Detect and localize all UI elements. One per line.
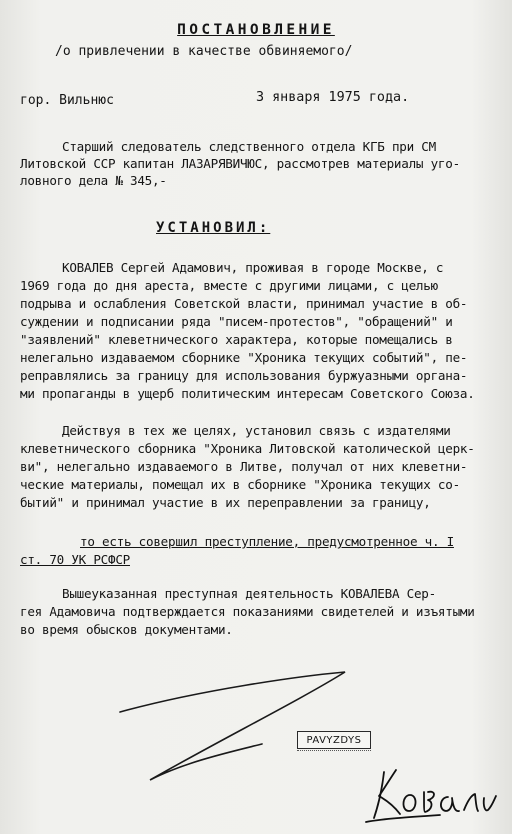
paragraph2-line: клеветнического сборника "Хроника Литовской католической церк- xyxy=(20,441,475,456)
signature xyxy=(366,770,496,822)
paragraph1-line: "заявлений" клеветнического характера, которые помещались в xyxy=(20,332,453,347)
stamp: PAVYZDYS xyxy=(297,731,371,749)
paragraph3-line: Вышеуказанная преступная деятельность КОВАЛЕВА Сер- xyxy=(62,586,436,601)
document-date: 3 января 1975 года. xyxy=(256,90,410,105)
paragraph2-line: бытий" и принимал участие в их переправлении за границу, xyxy=(20,495,431,510)
document-subtitle: /о привлечении в качестве обвиняемого/ xyxy=(55,44,353,59)
paragraph1-line: подрыва и ослабления Советской власти, принимал участие в об- xyxy=(20,296,468,311)
document-title: ПОСТАНОВЛЕНИЕ xyxy=(177,22,335,38)
paragraph1-line: КОВАЛЕВ Сергей Адамович, проживая в городе Москве, с xyxy=(62,260,444,275)
charge-line: то есть совершил преступление, предусмотренное ч. I xyxy=(80,534,454,549)
paragraph3-line: гея Адамовича подтверждается показаниями свидетелей и изъятыми xyxy=(20,604,475,619)
charge-line: ст. 70 УК РСФСР xyxy=(20,552,130,567)
intro-line: Литовской ССР капитан ЛАЗАРЯВИЧЮС, рассмотрев материалы уго- xyxy=(20,156,460,171)
document-city: гор. Вильнюс xyxy=(20,93,114,108)
paragraph1-line: нелегально издаваемом сборнике "Хроника текущих событий", пе- xyxy=(20,350,468,365)
stamp-underline xyxy=(297,750,371,755)
paragraph2-line: Действуя в тех же целях, установил связь с издателями xyxy=(62,423,451,438)
paragraph2-line: ческие материалы, помещал их в сборнике "Хроника текущих со- xyxy=(20,477,460,492)
paragraph2-line: ви", нелегально издаваемого в Литве, получал от них клеветни- xyxy=(20,459,468,474)
paragraph3-line: во время обысков документами. xyxy=(20,622,233,637)
intro-line: ловного дела № 345,- xyxy=(20,173,167,188)
paragraph1-line: реправлялись за границу для использования буржуазными органа- xyxy=(20,368,468,383)
paragraph1-line: ми пропаганды в ущерб политическим интересам Советского Союза. xyxy=(20,386,475,401)
pen-stroke xyxy=(120,672,345,780)
section-heading: УСТАНОВИЛ: xyxy=(156,220,271,236)
paragraph1-line: 1969 года до дня ареста, вместе с другими лицами, с целью xyxy=(20,278,438,293)
intro-line: Старший следователь следственного отдела КГБ при СМ xyxy=(62,139,436,154)
paragraph1-line: суждении и подписании ряда "писем-протестов", "обращений" и xyxy=(20,314,453,329)
